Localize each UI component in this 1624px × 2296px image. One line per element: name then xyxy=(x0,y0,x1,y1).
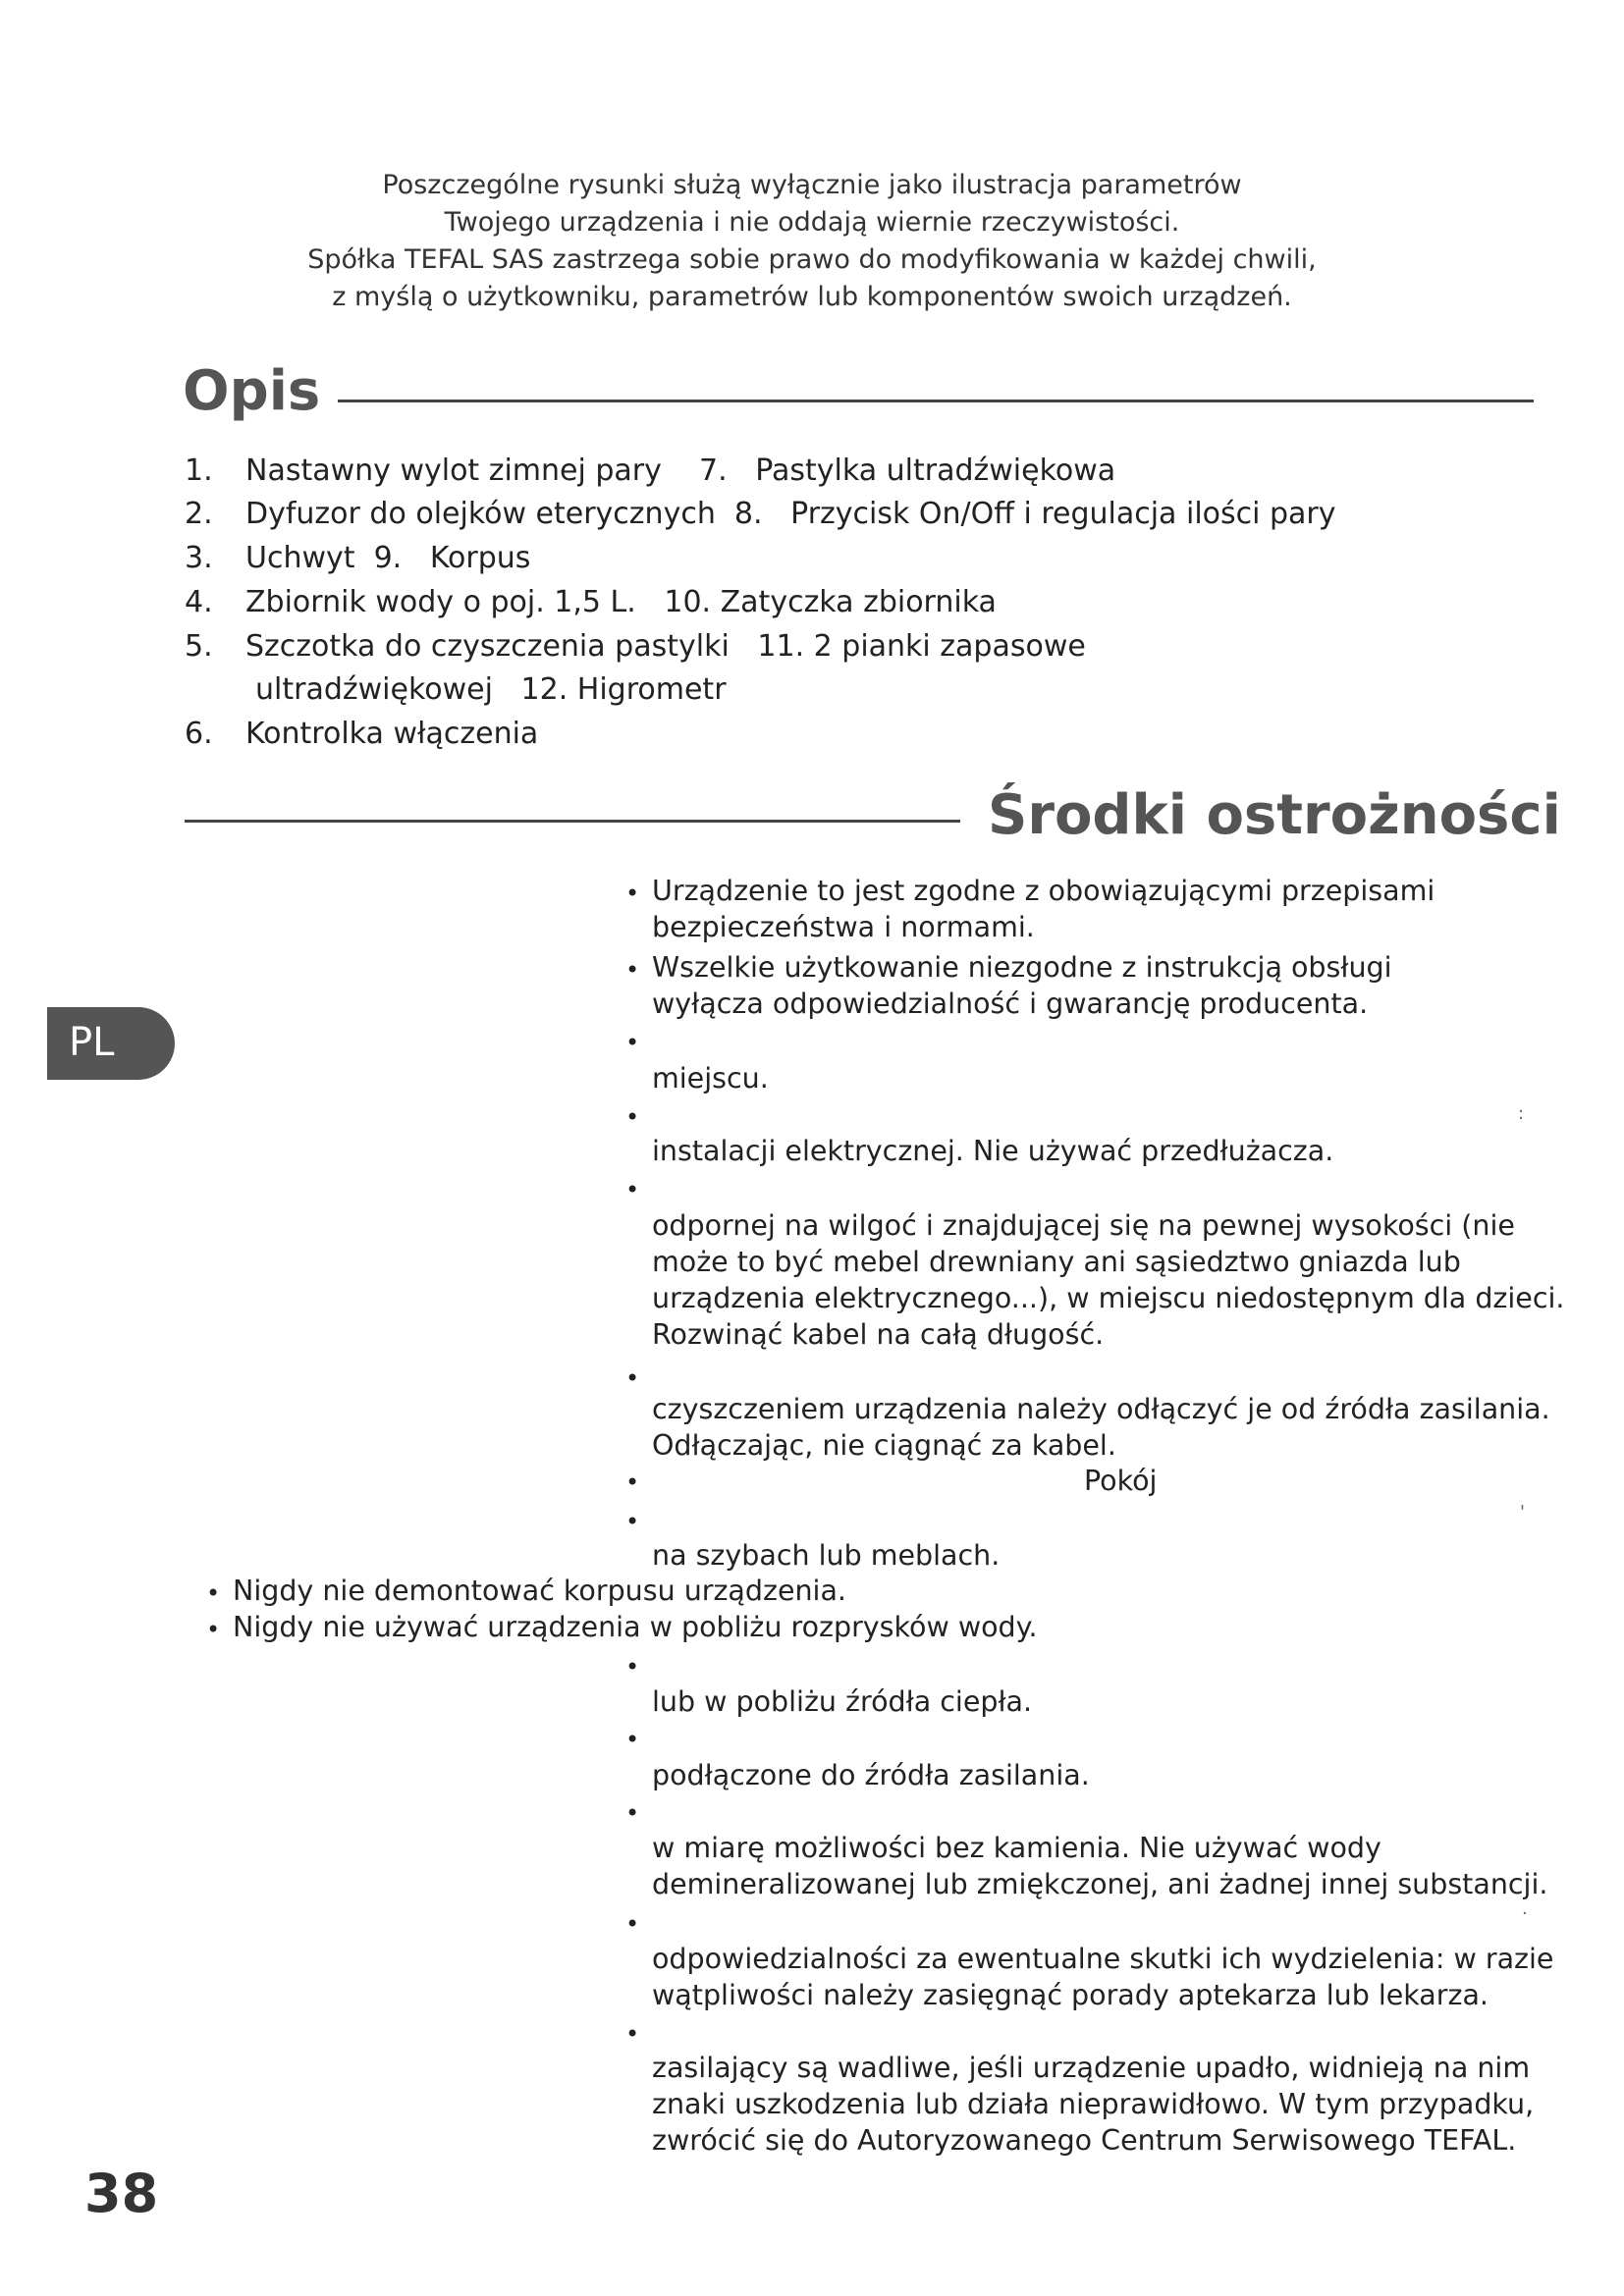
item-text: Szczotka do czyszczenia pastylki 11. 2 pianki zapasowe xyxy=(245,629,1086,664)
bullet-icon: • xyxy=(625,1653,640,1681)
item-number: 2. xyxy=(185,497,213,531)
item-number: 6. xyxy=(185,717,213,751)
item-number: 5. xyxy=(185,629,213,664)
bullet-line: bezpieczeństwa i normami. xyxy=(652,911,1035,943)
item-number: 1. xyxy=(185,454,213,488)
bullet-line: demineralizowanej lub zmiękczonej, ani żadnej innej substancji. xyxy=(652,1868,1548,1900)
bullet-icon: • xyxy=(625,1508,640,1535)
bullet-line: Odłączając, nie ciągnąć za kabel. xyxy=(652,1429,1116,1462)
bullet-line: na szybach lub meblach. xyxy=(652,1539,1001,1572)
bullet-line: Rozwinąć kabel na całą długość. xyxy=(652,1318,1105,1351)
item-text: Zbiornik wody o poj. 1,5 L. 10. Zatyczka zbiornika xyxy=(245,585,997,619)
bullet-icon: • xyxy=(625,880,640,907)
bullet-icon: • xyxy=(625,956,640,984)
bullet-icon: • xyxy=(625,1726,640,1753)
bullet-icon: • xyxy=(625,1799,640,1827)
bullet-line: znaki uszkodzenia lub działa nieprawidłowo. W tym przypadku, xyxy=(652,2088,1535,2120)
item-text: Dyfuzor do olejków eterycznych 8. Przycisk On/Off i regulacja ilości pary xyxy=(245,497,1336,531)
bullet-icon: • xyxy=(625,1364,640,1392)
list-item xyxy=(185,537,530,580)
item-number: 3. xyxy=(185,541,213,575)
bullet-line: lub w pobliżu źródła ciepła. xyxy=(652,1685,1033,1718)
bullet-line: instalacji elektrycznej. Nie używać przedłużacza. xyxy=(652,1135,1334,1167)
bullet-icon: • xyxy=(625,1468,640,1496)
bullet-line: w miarę możliwości bez kamienia. Nie używać wody xyxy=(652,1832,1381,1864)
stray-mark: : xyxy=(1518,1103,1525,1124)
section-divider xyxy=(185,820,960,823)
item-number: 4. xyxy=(185,585,213,619)
disclaimer-line: z myślą o użytkowniku, parametrów lub komponentów swoich urządzeń. xyxy=(332,282,1292,312)
bullet-line: odpornej na wilgoć i znajdującej się na pewnej wysokości (nie xyxy=(652,1209,1515,1242)
bullet-line: może to być mebel drewniany ani sąsiedztwo gniazda lub xyxy=(652,1246,1461,1278)
page-number: 38 xyxy=(84,2163,159,2224)
bullet-icon: • xyxy=(625,1029,640,1056)
bullet-icon: • xyxy=(206,1616,221,1643)
section-divider xyxy=(338,400,1534,402)
item-text: Nastawny wylot zimnej pary 7. Pastylka ultradźwiękowa xyxy=(245,454,1116,488)
section-title-opis: Opis xyxy=(183,359,321,423)
bullet-icon: • xyxy=(206,1579,221,1607)
bullet-line: podłączone do źródła zasilania. xyxy=(652,1759,1090,1791)
bullet-line: zasilający są wadliwe, jeśli urządzenie upadło, widnieją na nim xyxy=(652,2052,1531,2084)
bullet-line: wątpliwości należy zasięgnąć porady aptekarza lub lekarza. xyxy=(652,1979,1489,2011)
bullet-line: Pokój xyxy=(1084,1465,1158,1497)
bullet-line: Urządzenie to jest zgodne z obowiązującymi przepisami xyxy=(652,875,1435,907)
list-item xyxy=(185,581,997,624)
bullet-icon: • xyxy=(625,2020,640,2048)
disclaimer xyxy=(0,167,1624,316)
bullet-line: Wszelkie użytkowanie niezgodne z instrukcją obsługi xyxy=(652,951,1392,984)
bullet-line: odpowiedzialności za ewentualne skutki ich wydzielenia: w razie xyxy=(652,1943,1554,1975)
list-item xyxy=(185,625,1086,668)
list-item xyxy=(185,713,538,756)
bullet-line: urządzenia elektrycznego...), w miejscu niedostępnym dla dzieci. xyxy=(652,1282,1565,1314)
list-item-continuation xyxy=(255,668,727,712)
bullet-line: wyłącza odpowiedzialność i gwarancję producenta. xyxy=(652,988,1369,1020)
bullet-line: czyszczeniem urządzenia należy odłączyć je od źródła zasilania. xyxy=(652,1393,1550,1425)
bullet-line: zwrócić się do Autoryzowanego Centrum Serwisowego TEFAL. xyxy=(652,2124,1517,2157)
language-tab-label: PL xyxy=(69,1020,115,1065)
bullet-icon: • xyxy=(625,1103,640,1131)
stray-mark: ' xyxy=(1520,1502,1525,1522)
bullet-line: Nigdy nie demontować korpusu urządzenia. xyxy=(233,1575,846,1607)
list-item xyxy=(185,493,1336,536)
bullet-icon: • xyxy=(625,1910,640,1938)
section-title-srodki: Środki ostrożności xyxy=(988,783,1561,847)
bullet-line: miejscu. xyxy=(652,1062,769,1095)
item-text: Uchwyt 9. Korpus xyxy=(245,541,531,575)
item-text: Kontrolka włączenia xyxy=(245,717,539,751)
stray-mark: . xyxy=(1522,1898,1528,1919)
bullet-line: Nigdy nie używać urządzenia w pobliżu rozprysków wody. xyxy=(233,1611,1038,1643)
bullet-icon: • xyxy=(625,1176,640,1203)
item-text: ultradźwiękowej 12. Higrometr xyxy=(255,672,727,707)
disclaimer-line: Spółka TEFAL SAS zastrzega sobie prawo do modyfikowania w każdej chwili, xyxy=(307,244,1317,275)
disclaimer-line: Poszczególne rysunki służą wyłącznie jako ilustracja parametrów xyxy=(382,170,1242,200)
disclaimer-line: Twojego urządzenia i nie oddają wiernie rzeczywistości. xyxy=(444,207,1180,238)
list-item xyxy=(185,450,1115,493)
